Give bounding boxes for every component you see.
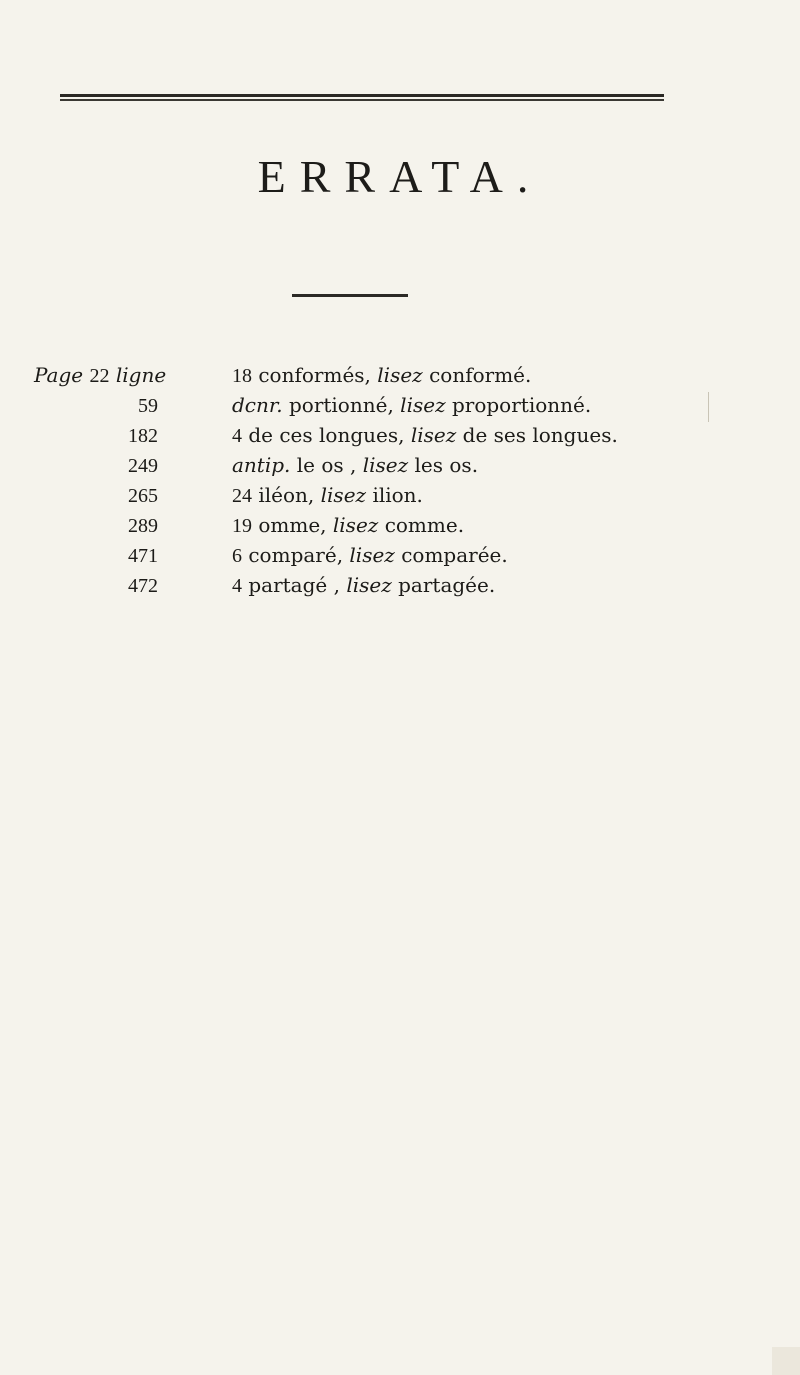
- lisez-label: lisez: [349, 543, 395, 567]
- error-text: iléon,: [258, 483, 315, 507]
- lisez-label: lisez: [346, 573, 392, 597]
- correction-text: les os.: [414, 453, 479, 477]
- error-text: de ces longues,: [248, 423, 405, 447]
- line-ref: 6: [232, 545, 242, 567]
- line-ref: 4: [232, 575, 242, 597]
- lisez-label: lisez: [320, 483, 367, 507]
- correction-text: comparée.: [401, 543, 508, 567]
- line-ref: 19: [232, 515, 252, 537]
- paper-mark: [708, 392, 709, 422]
- line-ref: 24: [232, 485, 252, 507]
- page-label: Page: [34, 363, 84, 387]
- title-underline-rule: [292, 294, 408, 297]
- line-ref: dcnr.: [232, 393, 283, 417]
- lisez-label: lisez: [410, 423, 457, 447]
- line-ref: 18: [232, 365, 252, 387]
- top-double-rule-upper: [60, 94, 664, 97]
- error-text: partagé ,: [248, 573, 340, 597]
- error-text: portionné,: [288, 393, 394, 417]
- lisez-label: lisez: [332, 513, 379, 537]
- page-number: 22: [89, 365, 110, 387]
- errata-entry: [0, 420, 800, 450]
- lisez-label: lisez: [400, 393, 446, 417]
- errata-entry: [0, 390, 800, 420]
- errata-entry: [0, 570, 800, 600]
- line-ref: antip.: [232, 453, 291, 477]
- errata-entry: [0, 480, 800, 510]
- correction-text: ilion.: [372, 483, 423, 507]
- line-label: ligne: [115, 363, 167, 387]
- page-number: 265: [128, 485, 158, 507]
- top-double-rule-lower: [60, 99, 664, 101]
- correction-text: partagée.: [398, 573, 496, 597]
- page-corner: [772, 1347, 800, 1375]
- error-text: comparé,: [248, 543, 344, 567]
- page-number: 249: [128, 455, 158, 477]
- errata-title: ERRATA.: [257, 151, 543, 202]
- error-text: conformés,: [258, 363, 371, 387]
- errata-entry: [0, 360, 800, 390]
- page-number: 59: [138, 395, 158, 417]
- page-number: 289: [128, 515, 158, 537]
- line-ref: 4: [232, 425, 242, 447]
- correction-text: comme.: [384, 513, 465, 537]
- page-number: 471: [128, 545, 158, 567]
- error-text: omme,: [258, 513, 327, 537]
- lisez-label: lisez: [362, 453, 409, 477]
- errata-entry: [0, 510, 800, 540]
- page-number: 182: [128, 425, 158, 447]
- errata-entry: [0, 450, 800, 480]
- correction-text: proportionné.: [451, 393, 592, 417]
- errata-entry: [0, 540, 800, 570]
- correction-text: conformé.: [429, 363, 532, 387]
- error-text: le os ,: [296, 453, 357, 477]
- correction-text: de ses longues.: [462, 423, 618, 447]
- lisez-label: lisez: [377, 363, 423, 387]
- page-number: 472: [128, 575, 158, 597]
